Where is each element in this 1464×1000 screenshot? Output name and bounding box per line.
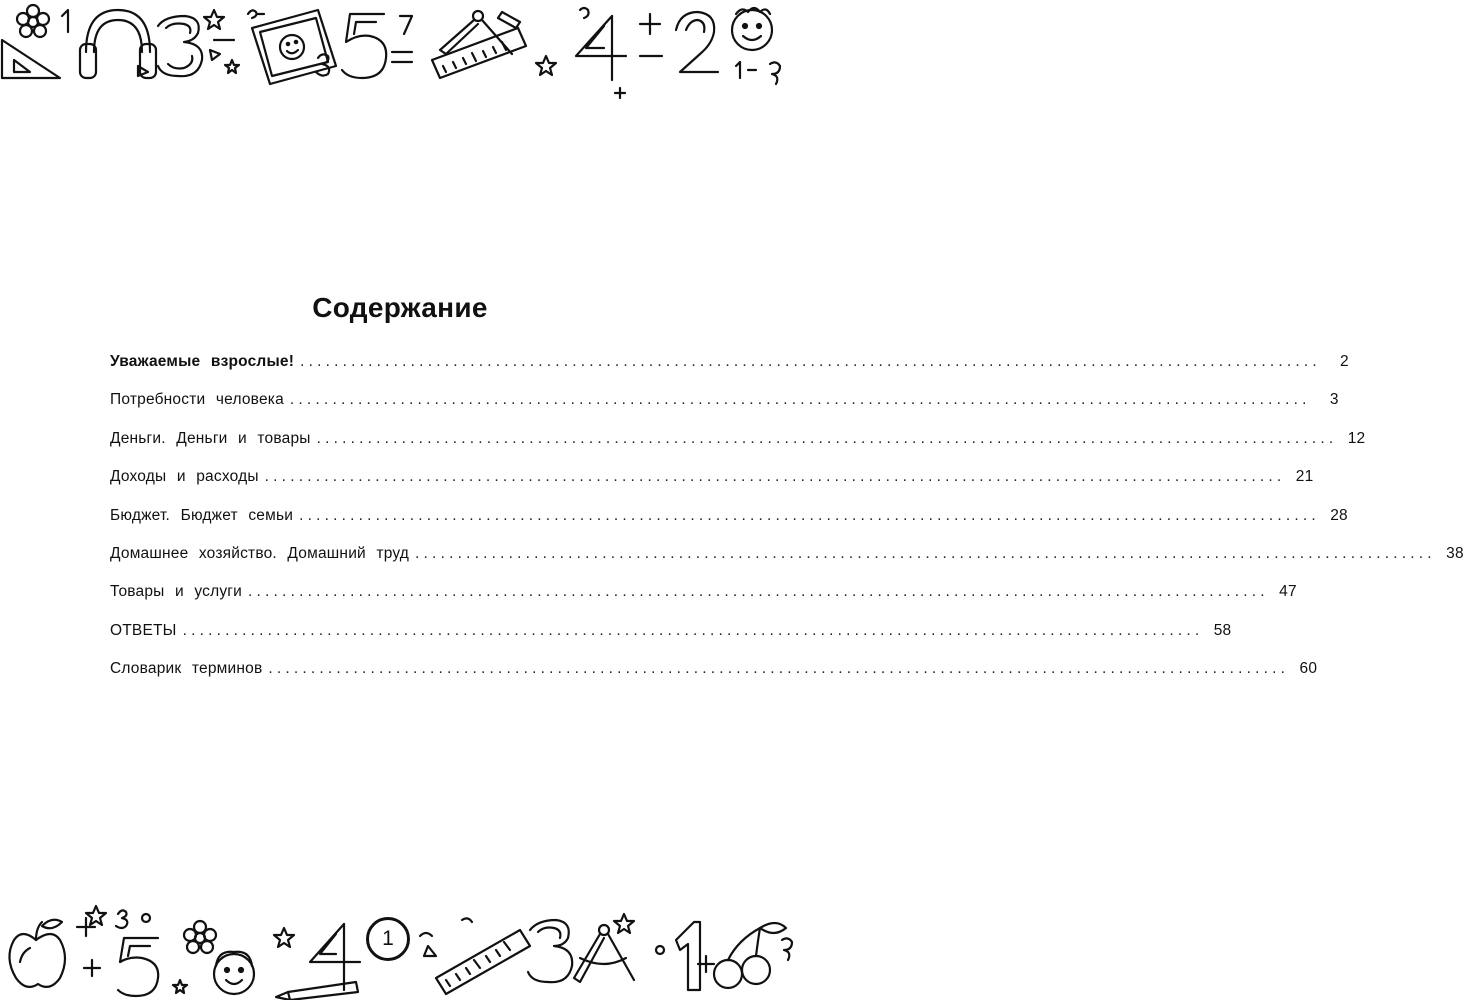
small-triangles (138, 50, 220, 76)
toc-entry (110, 429, 1366, 468)
toc-entry-page-number: 60 (1299, 660, 1318, 678)
toc-entry-title: Товары и услуги (110, 583, 243, 601)
toc-entry-page-number: 3 (1329, 391, 1339, 409)
toc-leader-dots: ........................................................................................................................ (299, 506, 1320, 524)
toc-leader-dots: ........................................................................................................................ (300, 353, 1321, 370)
digit-4 (576, 16, 626, 80)
digit-2 (676, 12, 718, 72)
toc-entry (110, 391, 1339, 429)
triangle-ruler-icon (2, 40, 60, 78)
apple-icon (9, 920, 65, 987)
toc-entry-page-number: 28 (1330, 506, 1348, 524)
child-face-icon (214, 952, 254, 994)
toc-entry-title: Домашнее хозяйство. Домашний труд (110, 544, 410, 562)
toc-leader-dots: ........................................................................................................................ (264, 468, 1286, 486)
headphones-icon (80, 10, 156, 78)
digit-3 (158, 16, 202, 76)
page-title: Содержание (312, 292, 488, 323)
toc-entry-title: Потребности человека (110, 391, 284, 409)
digit-3 (528, 920, 572, 982)
digit-1 (62, 10, 68, 32)
toc-entry-page-number: 58 (1213, 621, 1232, 639)
toc-leader-dots: ........................................................................................................................ (182, 621, 1204, 639)
toc-entry (110, 353, 1349, 391)
smiley-face-icon (732, 8, 772, 50)
toc-entry-page-number: 21 (1295, 468, 1314, 486)
page-number-badge (366, 917, 410, 961)
toc-entry (110, 621, 1232, 660)
flower-icon (184, 921, 216, 953)
toc-leader-dots: ........................................................................................................................ (316, 429, 1338, 447)
toc-entry (110, 660, 1318, 698)
digit-1 (676, 922, 700, 990)
toc-entry-page-number: 47 (1279, 583, 1297, 601)
toc-entry-title: Деньги. Деньги и товары (110, 429, 311, 447)
toc-entry (110, 506, 1348, 545)
small-shapes (116, 910, 792, 960)
page-number: 1 (382, 927, 394, 950)
toc-entry (110, 583, 1297, 621)
cherry-icon (714, 923, 786, 988)
toc-entry-title: Доходы и расходы (110, 468, 259, 486)
toc-leader-dots: ........................................................................................................................ (415, 544, 1436, 562)
top-doodle-border (0, 0, 800, 100)
toc-entry (110, 544, 1464, 583)
equals-icon (392, 52, 412, 62)
table-of-contents (110, 353, 1464, 699)
digit-5 (118, 938, 158, 996)
toc-entry (110, 468, 1314, 506)
pencil-icon (276, 982, 358, 1000)
toc-leader-dots: ........................................................................................................................ (289, 391, 1311, 409)
toc-entry-title: Бюджет. Бюджет семьи (110, 506, 294, 524)
toc-entry-title: Словарик терминов (110, 660, 263, 678)
toc-entry-page-number: 38 (1446, 544, 1464, 562)
toc-entry-title: ОТВЕТЫ (110, 621, 177, 639)
toc-entry-page-number: 12 (1347, 429, 1366, 447)
digit-5 (342, 14, 386, 78)
compass-icon (574, 925, 634, 982)
toc-entry-title: Уважаемые взрослые! (110, 353, 295, 370)
toc-entry-page-number: 2 (1340, 353, 1349, 370)
digit-4 (310, 924, 360, 990)
toc-leader-dots: ........................................................................................................................ (268, 660, 1290, 678)
flower-icon (17, 5, 49, 37)
ruler-icon (436, 930, 530, 994)
toc-leader-dots: ........................................................................................................................ (248, 583, 1269, 601)
money-bill-icon (252, 10, 336, 84)
